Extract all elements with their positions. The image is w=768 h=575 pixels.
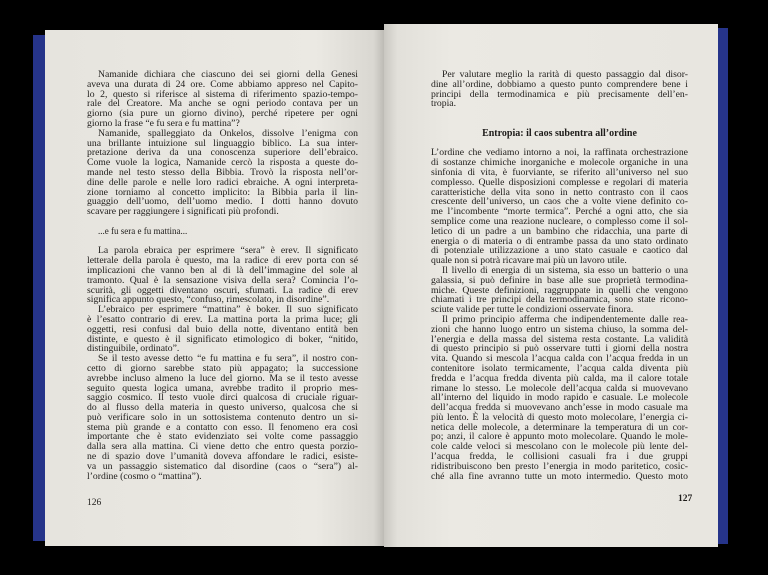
- text-line: può verificare solo in un sottosistema contenuto dentro un si-: [87, 411, 358, 423]
- text-line: lo 2, questo si riferisce al sistema di riferimento spazio-tempo-: [87, 88, 358, 100]
- text-line: guaggio dell’uomo, dell’uomo medio. I dotti hanno dovuto: [87, 196, 358, 208]
- text-line: letico di un padre a un bambino che ridacchia, una parte di: [431, 225, 688, 237]
- section-heading: Entropia: il caos subentra all’ordine: [482, 127, 637, 139]
- text-line: giorno (sia pure un giorno divino), perché ripetere per ogni: [87, 108, 358, 120]
- text-line: distinguibile, ordinato”.: [87, 343, 180, 355]
- text-line: tramonto. Qual è la sensazione visiva della sera? Comincia l’o-: [87, 274, 358, 286]
- text-line: importante che è stato evidenziato sei volte come passaggio: [87, 431, 358, 443]
- text-line: implicazioni che vanno ben al di là dell’immagine del sole al: [87, 264, 358, 276]
- spacer: [431, 109, 688, 119]
- text-line: do al flusso della materia in questo universo, qualcosa che si: [87, 402, 358, 414]
- text-line: vita. Quando si mescola l’acqua calda con l’acqua fredda in un: [431, 353, 688, 365]
- text-line: saggio cosmico. Il testo vuole dirci qualcosa di cruciale riguar-: [87, 392, 358, 404]
- text-line: Namanide dichiara che ciascuno dei sei giorni della Genesi: [98, 69, 358, 80]
- text-line: L’ordine che vediamo intorno a noi, la raffinata orchestrazione: [431, 147, 688, 159]
- text-line: chiamati i tre principi della termodinamica, sono state ricono-: [431, 294, 688, 306]
- page-number-right: 127: [678, 494, 693, 504]
- text-line: di potenziale utilizzazione a uno stato casuale e caotico dal: [431, 245, 688, 257]
- text-line: una brillante intuizione sul linguaggio biblico. La sua inter-: [87, 137, 358, 149]
- left-page-text: [87, 70, 358, 481]
- text-line: Se il testo avesse detto “e fu mattina e fu sera”, il nostro con-: [98, 353, 358, 365]
- text-line: rale del Creatore. Ma anche se ogni periodo contava per un: [87, 98, 358, 110]
- text-line: cole calde veloci si mescolano con le molecole più lente del-: [431, 441, 688, 453]
- paragraph: [87, 70, 358, 129]
- text-line: caratteristiche della vita sono in netto contrasto con il caos: [431, 186, 688, 198]
- text-line: stema più grande e a contatto con esso. Il fenomeno era così: [87, 421, 358, 433]
- section-subheading: ...e fu sera e fu mattina...: [98, 225, 188, 236]
- text-line: netica delle molecole, a determinare la temperatura di un cor-: [431, 421, 688, 433]
- text-line: po; anzi, il calore è appunto moto molecolare. Quando le mole-: [431, 431, 688, 443]
- text-line: l’energia e della massa del sistema resta costante. La validità: [431, 333, 688, 345]
- text-line: è l’esatto contrario di erev. La mattina porta la prima luce; gli: [87, 313, 358, 325]
- left-page: [45, 30, 384, 546]
- text-line: cetto di giorno sarebbe stato più appagato; la successione: [87, 362, 358, 374]
- text-line: crescente dell’universo, un caos che a volte viene definito co-: [431, 196, 688, 208]
- text-line: va un passaggio sistematico dal disordine (caos o “sera”) al-: [87, 460, 358, 472]
- paragraph: [431, 315, 688, 482]
- text-line: sciute valide per tutte le condizioni osservate finora.: [431, 304, 634, 316]
- paragraph: [87, 305, 358, 354]
- text-line: l’ordine (cosmo o “mattina”).: [87, 470, 202, 482]
- text-line: principi della termodinamica e più precisamente dell’en-: [431, 88, 688, 100]
- paragraph: [431, 148, 688, 266]
- text-line: dell’acqua fredda si muovevano anch’esse in modo casuale ma: [431, 402, 688, 414]
- right-page: [384, 24, 718, 547]
- text-line: di sostanze chimiche inorganiche e molecole organiche in una: [431, 157, 688, 169]
- text-line: Il primo principio afferma che indipendentemente dalle rea-: [442, 313, 688, 325]
- text-line: galassia, si può definire in base alle sue proprietà termodina-: [431, 274, 688, 286]
- text-line: l’acqua fredda, le collisioni casuali fra i due gruppi: [431, 451, 688, 463]
- text-line: scurità, gli oggetti diventano oscuri, sfumati. La radice di erev: [87, 284, 358, 296]
- text-line: aveva una durata di 24 ore. Come abbiamo appreso nel Capito-: [87, 78, 358, 90]
- text-line: avrebbe incluso almeno la luce del giorno. Ma se il testo avesse: [87, 372, 358, 384]
- text-line: letterale della parola è questo, ma la radice di erev porta con sé: [87, 255, 358, 267]
- text-line: più lento. È la velocità di questo moto molecolare, l’energia ci-: [431, 411, 688, 423]
- text-line: all’interno del liquido in modo rapido e casuale. Le molecole: [431, 392, 688, 404]
- text-line: me l’incombente “morte termica”. Perché a ogni atto, che sia: [431, 206, 688, 218]
- text-line: giorno la frase “e fu sera e fu mattina”?: [87, 117, 240, 129]
- text-line: sinfonia di vita, è fuorviante, se riferito all’universo nel suo: [431, 166, 688, 178]
- text-line: La parola ebraica per esprimere “sera” è erev. Il significato: [98, 245, 358, 257]
- text-line: L’ebraico per esprimere “mattina” è boker. Il suo significato: [98, 304, 358, 316]
- text-line: quale non si potrà ricavare mai più un lavoro utile.: [431, 255, 627, 267]
- text-line: energia o di materia o di entrambe passa da uno stato ordinato: [431, 235, 688, 247]
- text-line: distinte, e questo è il significato etimologico di boker, “nitido,: [87, 333, 358, 345]
- text-line: ridistribuiscono ben presto l’energia in modo paritetico, cosic-: [431, 460, 688, 472]
- text-line: zione torniamo al concetto implicito: la Bibbia parla il lin-: [87, 186, 358, 198]
- text-line: pretazione deriva da una conoscenza superiore dell’ebraico.: [87, 147, 358, 159]
- paragraph: [87, 354, 358, 481]
- text-line: semplice come una reazione nucleare, o complesso come il sol-: [431, 215, 688, 227]
- text-line: dalla sera alla mattina. Ci viene detto che entro questa porzio-: [87, 441, 358, 453]
- text-line: seguito questa logica umana, avrebbe tradito il proprio mes-: [87, 382, 358, 394]
- paragraph: [87, 246, 358, 305]
- text-line: dine delle parole e nelle loro radici ebraiche. A ogni interpreta-: [87, 176, 358, 188]
- text-line: zioni che hanno luogo entro un sistema chiuso, la somma del-: [431, 323, 688, 335]
- text-line: Il livello di energia di un sistema, sia esso un batterio o una: [442, 264, 688, 276]
- text-line: oggetti, resi confusi dal buio della notte, diventano entità ben: [87, 323, 358, 335]
- text-line: complesso. Quelle disposizioni complesse e regolari di materia: [431, 176, 688, 188]
- text-line: Per valutare meglio la rarità di questo passaggio dal disor-: [442, 69, 688, 80]
- text-line: miche. Queste definizioni, raggruppate in quelli che vengono: [431, 284, 688, 296]
- text-line: scavare per raggiungere i significati più profondi.: [87, 206, 279, 218]
- paragraph: [431, 266, 688, 315]
- right-page-text: [431, 70, 688, 481]
- text-line: dine all’ordine, dobbiamo a questo punto comprendere bene i: [431, 78, 688, 90]
- text-line: rimane lo stesso. Le molecole dell’acqua calda si muovevano: [431, 382, 688, 394]
- page-number-left: 126: [87, 498, 102, 508]
- text-line: contenitore isolato termicamente, l’acqua calda diventa più: [431, 362, 688, 374]
- text-line: ché alla fine avranno tutte un moto intermedio. Questo moto: [431, 470, 688, 482]
- text-line: Come vuole la logica, Namanide cercò la risposta a queste do-: [87, 157, 358, 169]
- text-line: tropia.: [431, 98, 457, 110]
- paragraph: [87, 129, 358, 217]
- paragraph: [431, 70, 688, 109]
- text-line: ne di spazio dove l’umanità doveva affondare le radici, esiste-: [87, 451, 358, 463]
- text-line: significa appunto questo, “confuso, rimescolato, in disordine”.: [87, 294, 330, 306]
- text-line: mande nel testo stesso della Bibbia. Trovò la risposta nell’or-: [87, 166, 358, 178]
- text-line: Namanide, spalleggiato da Onkelos, dissolve l’enigma con: [98, 127, 358, 139]
- text-line: fredda e l’acqua fredda diventa più calda, ma il calore totale: [431, 372, 688, 384]
- text-line: di questo principio si può osservare tutti i giorni della nostra: [431, 343, 688, 355]
